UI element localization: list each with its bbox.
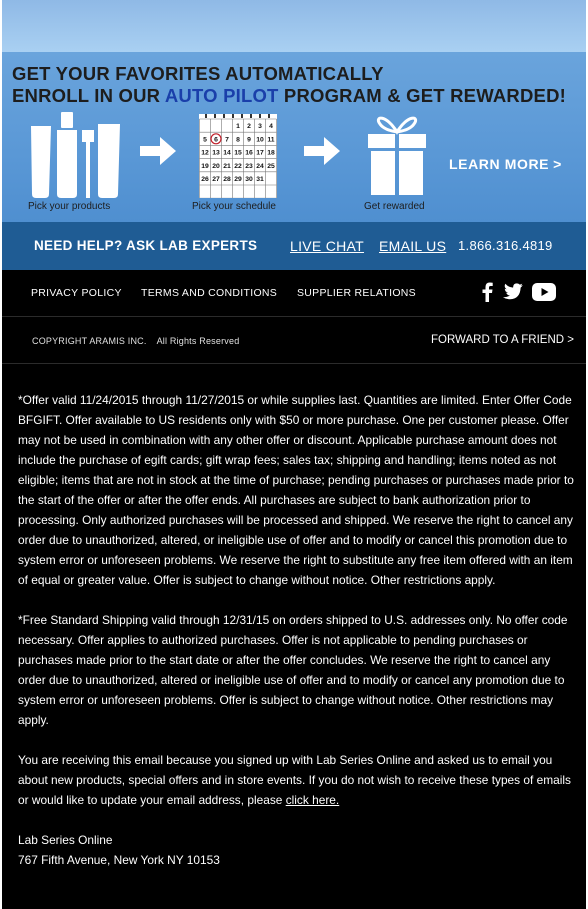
calendar-day: 18	[267, 149, 275, 157]
company-name: Lab Series Online	[18, 833, 113, 847]
step-get-rewarded-label: Get rewarded	[364, 201, 425, 212]
phone-number[interactable]: 1.866.316.4819	[458, 238, 553, 253]
facebook-icon[interactable]	[482, 282, 493, 302]
email-body	[2, 0, 586, 909]
calendar-day: 30	[245, 176, 253, 183]
calendar-ring	[214, 114, 216, 118]
calendar-ring	[241, 114, 243, 118]
top-banner-band	[2, 0, 586, 52]
privacy-policy-link[interactable]: PRIVACY POLICY	[31, 287, 122, 299]
products-icon	[26, 112, 122, 198]
calendar-day: 4	[269, 123, 273, 131]
calendar-day: 10	[256, 136, 264, 144]
calendar-day: 29	[234, 176, 242, 183]
offer-terms: *Offer valid 11/24/2015 through 11/27/2015 or while supplies last. Quantities are limited. Enter Offer Code BFGIFT. Offer available to US residents only with $50 or more purchase. One per customer please. Offer may not be used in combination with any other offer or discount. Applicable purchase amount does not include the purchase of egift cards; gift wrap fees; sales tax; shipping and handling; items noted as not eligible; items that are not in stock at the time of purchase; pending purchases or purchases made prior to the start of the offer or after the offer ends. All purchases are subject to bank authorization prior to processing. Only authorized purchases will be processed and shipped. We reserve the right to cancel any order due to unauthorized, altered, or ineligible use of offer and to modify or cancel this promotion due to system error or unforeseen problems. We reserve the right to substitute any free item offered with an item of equal or greater value. Offer is subject to change without notice. Other restrictions apply.	[18, 393, 574, 587]
live-chat-link[interactable]: LIVE CHAT	[290, 238, 365, 254]
step-pick-products-label: Pick your products	[28, 201, 111, 212]
calendar-day: 2	[247, 123, 251, 131]
calendar-day: 23	[245, 162, 253, 170]
copyright-bar	[2, 317, 586, 364]
legal-disclaimer	[18, 390, 574, 870]
subscription-text: You are receiving this email because you signed up with Lab Series Online and asked us to email you about new products, special offers and in store events. If you do not wish to receive these types of emails or would like to update your email address, please	[18, 753, 572, 807]
chevron-right-icon: >	[553, 156, 562, 172]
promo-headline-2	[12, 85, 566, 107]
email-us-link[interactable]: EMAIL US	[379, 238, 447, 254]
calendar-day: 15	[234, 149, 242, 157]
calendar-day: 27	[212, 176, 220, 183]
calendar-ring	[268, 114, 270, 118]
all-rights-reserved: All Rights Reserved	[156, 336, 240, 346]
footer-nav	[2, 270, 586, 317]
gift-icon	[366, 110, 428, 196]
shipping-terms: *Free Standard Shipping valid through 12/31/15 on orders shipped to U.S. addresses only. No offer code necessary. Offer applies to authorized purchases. Offer is not applicable to pending purchases or purchases made prior to the start date or after the offer concludes. We reserve the right to cancel any order due to unauthorized, altered or ineligible use of offer and to modify or cancel any promotion due to system error or unforeseen problems. Offer is subject to change without notice. Other restrictions may apply.	[18, 613, 568, 727]
help-question: NEED HELP? ASK LAB EXPERTS	[34, 238, 258, 253]
copyright-label: COPYRIGHT ARAMIS INC.	[32, 336, 147, 346]
calendar-day: 25	[267, 162, 275, 170]
promo-headline-1: GET YOUR FAVORITES AUTOMATICALLY	[12, 63, 384, 84]
calendar-day: 13	[212, 149, 220, 157]
calendar-day: 3	[258, 123, 262, 131]
calendar-day: 9	[247, 136, 251, 144]
calendar-day: 22	[234, 162, 242, 170]
calendar-ring	[250, 114, 252, 118]
auto-pilot-brand: AUTO PILOT	[164, 85, 279, 106]
calendar-day: 14	[223, 149, 231, 157]
calendar-day: 16	[245, 149, 253, 157]
copyright-text	[32, 336, 239, 346]
subscription-notice	[18, 750, 574, 810]
terms-and-conditions-link[interactable]: TERMS AND CONDITIONS	[141, 287, 278, 299]
calendar-day: 5	[203, 136, 207, 144]
headline-suffix: PROGRAM & GET REWARDED!	[278, 85, 567, 106]
calendar-day: 7	[225, 136, 229, 144]
twitter-icon[interactable]	[501, 283, 523, 301]
headline-prefix: ENROLL IN OUR	[12, 85, 165, 106]
calendar-day: 20	[212, 162, 220, 170]
calendar-day: 12	[201, 149, 209, 157]
auto-pilot-promo[interactable]	[2, 52, 586, 222]
calendar-day: 11	[267, 136, 275, 144]
calendar-day: 31	[256, 176, 264, 183]
step-pick-schedule-label: Pick your schedule	[192, 201, 276, 212]
click-here-link[interactable]: click here.	[285, 793, 340, 807]
calendar-ring	[205, 114, 207, 118]
calendar-day: 26	[201, 176, 209, 183]
company-address: 767 Fifth Avenue, New York NY 10153	[18, 853, 220, 867]
calendar-day: 8	[236, 136, 240, 144]
arrow-right-icon	[140, 137, 176, 165]
calendar-ring	[223, 114, 225, 118]
help-bar	[2, 222, 586, 270]
calendar-day: 6	[214, 136, 218, 144]
calendar-day: 28	[223, 176, 231, 183]
youtube-icon[interactable]	[532, 283, 556, 301]
calendar-day: 24	[256, 162, 264, 170]
calendar-day: 21	[223, 162, 231, 170]
learn-more-label: LEARN MORE	[449, 156, 550, 172]
supplier-relations-link[interactable]: SUPPLIER RELATIONS	[297, 287, 416, 299]
calendar-day: 19	[201, 162, 209, 170]
calendar-ring	[259, 114, 261, 118]
calendar-day: 17	[256, 149, 264, 157]
learn-more-link[interactable]	[449, 156, 562, 172]
forward-to-friend-link[interactable]: FORWARD TO A FRIEND >	[430, 334, 574, 346]
social-links	[482, 282, 556, 302]
calendar-day: 1	[236, 123, 240, 131]
calendar-ring	[232, 114, 234, 118]
arrow-right-icon	[304, 137, 340, 165]
calendar-icon	[199, 114, 277, 198]
